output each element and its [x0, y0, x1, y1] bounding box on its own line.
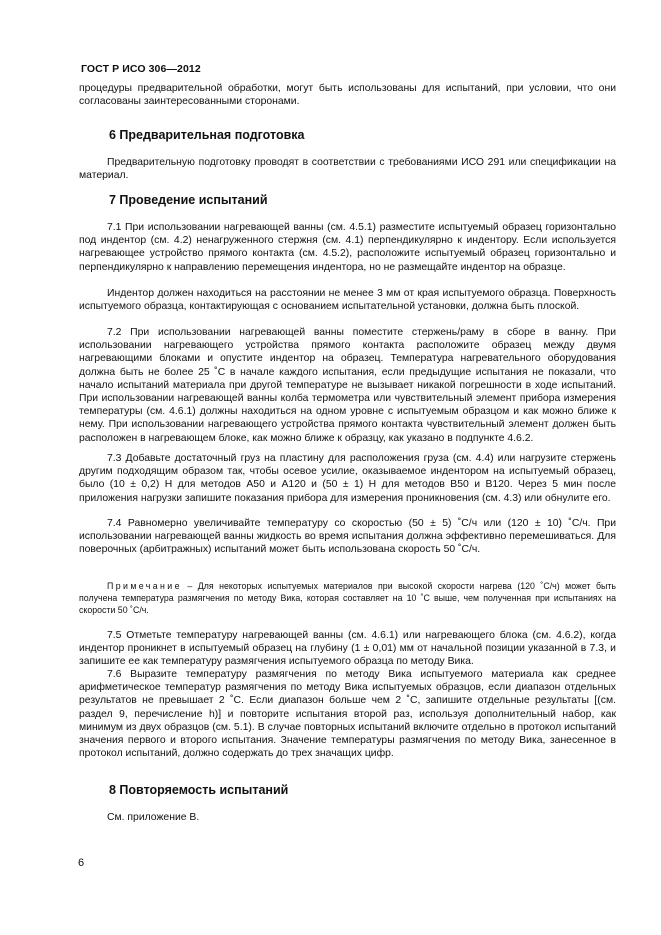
clause-7-2: 7.2 При использовании нагревающей ванны поместите стержень/раму в сборе в ванну. При использовании нагревающего устройства прямого контакта расположите образец между двумя нагревающими блоками и опустите индентор на образец. Температура нагревательного оборудования должна быть не более 25 ˚С в начале каждого испытания, если предыдущие испытания не показали, что начало испытаний материала при другой температуре не вызывает никакой погрешности в ходе испытаний. При использовании нагревающей ванны колба термометра или чувствительный элемент прибора измерения температуры (см. 4.6.1) должны находиться на одном уровне с испытуемым образцом и как можно ближе к нему. При использовании нагревающего устройства прямого контакта чувствительный элемент должен быть расположен в нагревающем блоке, как можно ближе к образцу, как указано в подпункте 4.6.2.	[79, 327, 616, 444]
document-header: ГОСТ Р ИСО 306—2012	[81, 63, 201, 75]
clause-7-4: 7.4 Равномерно увеличивайте температуру со скоростью (50 ± 5) ˚С/ч или (120 ± 10) ˚С/ч. При использовании нагревающей ванны жидкость во время испытания должна эффективно перемешиваться. Для поверочных (арбитражных) испытаний может быть использована скорость 50 ˚С/ч.	[79, 518, 616, 556]
section-8-paragraph: См. приложение В.	[107, 812, 200, 823]
clause-7-3: 7.3 Добавьте достаточный груз на пластину для расположения груза (см. 4.4) или нагрузите стержень другим подходящим образом так, чтобы осевое усилие, оказываемое индентором на испытуемый образец, было (10 ± 0,2) Н для методов А50 и А120 и (50 ± 1) Н для методов В50 и В120. Через 5 мин после приложения нагрузки запишите показания прибора для измерения проникновения (см. 4.3) или обнулите его.	[79, 453, 616, 504]
clause-7-1: 7.1 При использовании нагревающей ванны (см. 4.5.1) разместите испытуемый образец горизонтально под индентор (см. 4.2) ненагруженного стержня (см. 4.1) перпендикулярно к индентору. Если используется нагревающее устройство прямого контакта (см. 4.5.2), расположите испытуемый образец горизонтально и перпендикулярно к направлению перемещения индентора, но не размещайте индентор на образце.	[79, 222, 616, 273]
section-8-heading: 8 Повторяемость испытаний	[109, 783, 289, 797]
clause-7-5: 7.5 Отметьте температуру нагревающей ванны (см. 4.6.1) или нагревающего блока (см. 4.6.2), когда индентор проникнет в испытуемый образец на глубину (1 ± 0,01) мм от начальной позиции указанной в 7.3, и запишите ее как температуру размягчения испытуемого образца по методу Вика.	[79, 630, 616, 668]
section-6-heading: 6 Предварительная подготовка	[109, 128, 305, 142]
section-7-heading: 7 Проведение испытаний	[109, 193, 268, 207]
section-6-paragraph: Предварительную подготовку проводят в соответствии с требованиями ИСО 291 или спецификации на материал.	[79, 157, 616, 182]
intro-paragraph: процедуры предварительной обработки, могут быть использованы для испытаний, при условии, что они согласованы заинтересованными сторонами.	[79, 83, 616, 108]
clause-7-6: 7.6 Выразите температуру размягчения по методу Вика испытуемого материала как среднее арифметическое температур размягчения по методу Вика испытуемых образцов, если диапазон отдельных результатов не превышает 2 ˚С. Если диапазон больше чем 2 ˚С, запишите отдельные результаты [(см. раздел 9, перечисление h)] и повторите испытания второй раз, используя дополнительный набор, как минимум из двух образцов (см. 5.1). В случае повторных испытаний включите отдельно в протокол испытаний значения первого и второго испытания. Значение температуры размягчения по методу Вика, занесенное в протокол испытаний, должно содержать до трех значащих цифр.	[79, 669, 616, 760]
note-text: – Для некоторых испытуемых материалов при высокой скорости нагрева (120 ˚С/ч) может быть получена температура размягчения по методу Вика, которая составляет на 10 ˚С выше, чем полученная при испытаниях на скорости 50 ˚С/ч.	[79, 581, 616, 616]
note-label: Примечание	[107, 581, 182, 591]
note-paragraph	[79, 580, 616, 617]
clause-7-1-continued: Индентор должен находиться на расстоянии не менее 3 мм от края испытуемого образца. Поверхность испытуемого образца, контактирующая с основанием испытательной установки, должна быть плоской.	[79, 288, 616, 313]
page-number: 6	[78, 857, 85, 869]
